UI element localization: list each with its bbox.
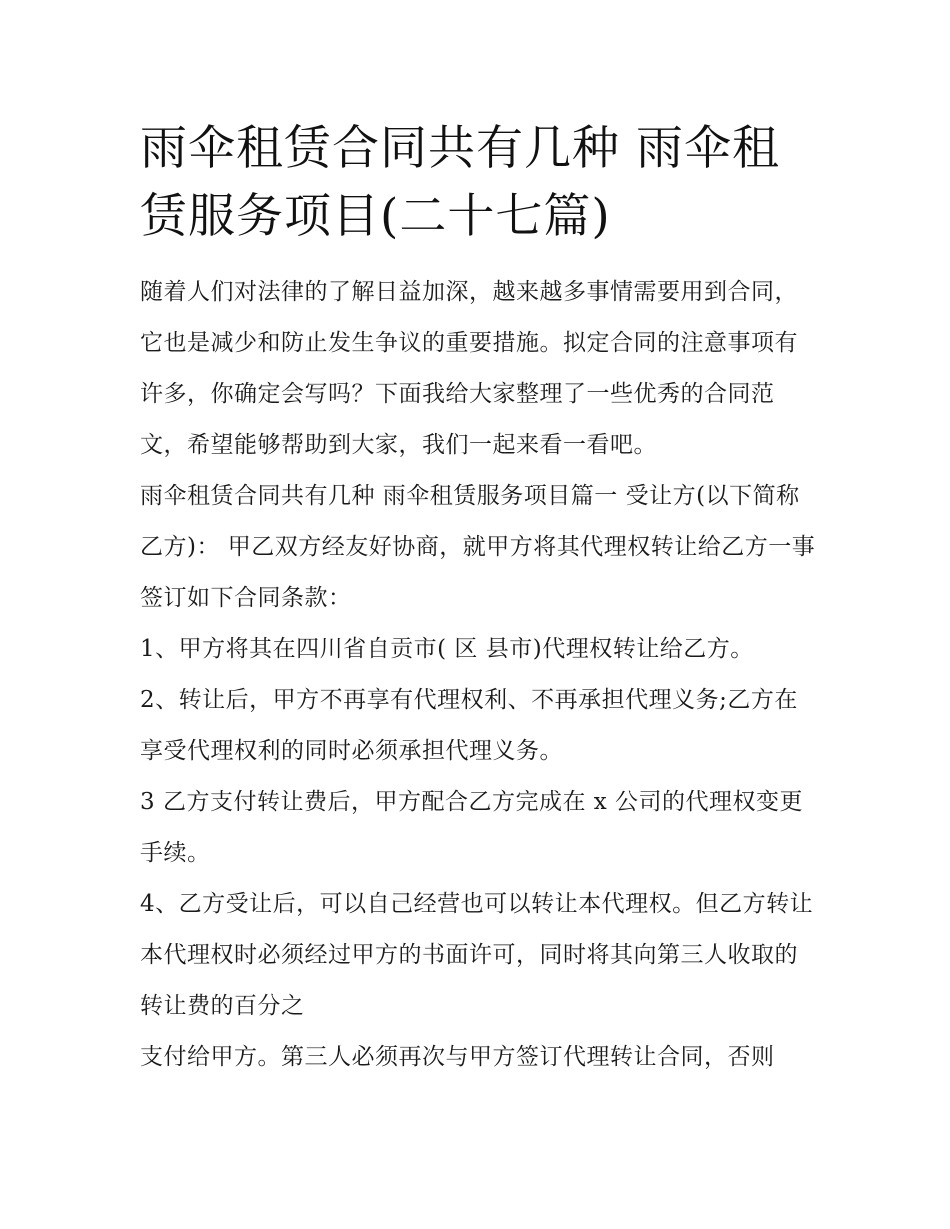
- document-body: [140, 267, 820, 1083]
- paragraph-clause-1: 1、甲方将其在四川省自贡市( 区 县市)代理权转让给乙方。: [140, 636, 754, 662]
- paragraph-clause-4: 4、乙方受让后，可以自己经营也可以转让本代理权。但乙方转让本代理权时必须经过甲方的书面许可，同时将其向第三人收取的转让费的百分之: [140, 891, 814, 1019]
- document-title: 雨伞租赁合同共有几种 雨伞租赁服务项目(二十七篇): [140, 121, 780, 244]
- paragraph-section-heading: 雨伞租赁合同共有几种 雨伞租赁服务项目篇一 受让方(以下简称乙方)： 甲乙双方经友好协商，就甲方将其代理权转让给乙方一事签订如下合同条款：: [140, 483, 816, 611]
- paragraph-clause-2: 2、转让后，甲方不再享有代理权利、不再承担代理义务;乙方在享受代理权利的同时必须承担代理义务。: [140, 687, 798, 764]
- document-content: [140, 115, 820, 1083]
- paragraph-intro: 随着人们对法律的了解日益加深，越来越多事情需要用到合同，它也是减少和防止发生争议的重要措施。拟定合同的注意事项有许多，你确定会写吗？下面我给大家整理了一些优秀的合同范文，希望能够帮助到大家，我们一起来看一看吧。: [140, 279, 798, 458]
- paragraph-continuation: 支付给甲方。第三人必须再次与甲方签订代理转让合同，否则: [140, 1044, 775, 1070]
- paragraph-clause-3: 3 乙方支付转让费后，甲方配合乙方完成在 x 公司的代理权变更手续。: [140, 789, 804, 866]
